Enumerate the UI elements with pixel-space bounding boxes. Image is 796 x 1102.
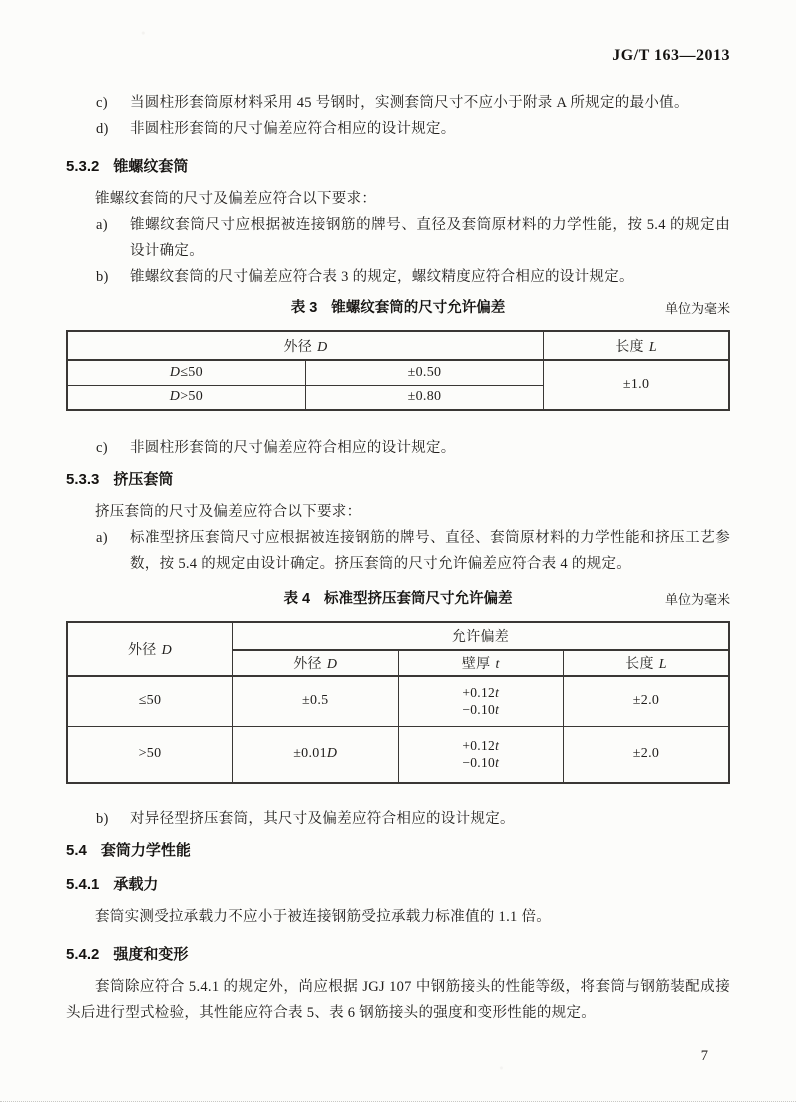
section-5-3-3-intro: 挤压套筒的尺寸及偏差应符合以下要求： [95,504,362,520]
section-number: 5.3.2 [66,158,100,175]
list-marker: c) [96,95,108,111]
list-item-text: 锥螺纹套筒的尺寸偏差应符合表 3 的规定，螺纹精度应符合相应的设计规定。 [130,269,634,285]
section-title: 锥螺纹套筒 [113,158,189,175]
table-4-header-outer-diameter: 外径 D [67,622,233,676]
list-item-text: 锥螺纹套筒尺寸应根据被连接钢筋的牌号、直径及套筒原材料的力学性能，按 5.4 的规定由设计确定。 [130,217,730,259]
cell-deviation: ±0.50 [305,360,543,385]
list-item-text: 非圆柱形套筒的尺寸偏差应符合相应的设计规定。 [130,121,456,137]
table-4-subheader-wall-thickness: 壁厚 t [398,650,564,676]
cell-length-deviation: ±2.0 [564,726,730,783]
table-3-label: 表 3 [290,300,318,316]
table-3-caption [66,298,730,318]
table-3 [66,330,730,411]
list-item-text: 对异径型挤压套筒，其尺寸及偏差应符合相应的设计规定。 [130,811,515,827]
variable-L: L [648,339,657,355]
variable-D: D [317,339,328,355]
cell-condition: D≤50 [67,360,305,385]
table-row [67,676,729,726]
table-3-header-length: 长度 L [544,331,729,360]
cell-wall-thickness-deviation: +0.12t −0.10t [398,726,564,783]
section-5-3-2-intro: 锥螺纹套筒的尺寸及偏差应符合以下要求： [95,191,377,207]
list-item-c [66,435,730,461]
cell-wall-thickness-deviation: +0.12t −0.10t [398,676,564,726]
table-4-caption [66,589,730,609]
cell-outer-diameter-deviation: ±0.01D [233,726,399,783]
table-4-header-allowable-deviation: 允许偏差 [233,622,730,650]
variable-D: D [326,657,338,672]
cell-outer-diameter-deviation: ±0.5 [233,676,399,726]
table-row [67,726,729,783]
list-item-text: 非圆柱形套筒的尺寸偏差应符合相应的设计规定。 [130,440,456,456]
list-item-b [66,264,730,290]
section-number: 5.3.3 [66,471,100,488]
section-title: 挤压套筒 [113,471,174,488]
variable-D: D [161,643,173,658]
table-3-title: 锥螺纹套筒的尺寸允许偏差 [331,300,506,316]
standard-number: JG/T 163—2013 [612,47,730,64]
list-item-b [66,806,730,832]
list-marker: c) [96,440,108,456]
cell-deviation: ±0.80 [305,385,543,410]
section-title: 承载力 [113,876,159,893]
list-item-a [66,525,730,577]
list-marker: a) [96,217,108,233]
page-number: 7 [700,1048,708,1064]
list-marker: d) [96,121,109,137]
table-4-title: 标准型挤压套筒尺寸允许偏差 [324,591,513,607]
table-4-label: 表 4 [283,591,311,607]
list-marker: a) [96,530,108,546]
list-item-text: 标准型挤压套筒尺寸应根据被连接钢筋的牌号、直径、套筒原材料的力学性能和挤压工艺参数，按 5.4 的规定由设计确定。挤压套筒的尺寸允许偏差应符合表 4 的规定。 [130,530,730,572]
list-marker: b) [96,811,109,827]
list-item-c-top [66,90,730,116]
section-title: 套筒力学性能 [100,842,191,859]
cell-condition: >50 [67,726,233,783]
section-heading-5-4-1 [66,874,730,896]
cell-length-deviation: ±1.0 [544,360,729,410]
section-5-4-2-text: 套筒除应符合 5.4.1 的规定外，尚应根据 JGJ 107 中钢筋接头的性能等级，将套筒与钢筋装配成接头后进行型式检验，其性能应符合表 5、表 6 钢筋接头的强度和变形性能的规定。 [66,979,730,1021]
cell-length-deviation: ±2.0 [564,676,730,726]
section-heading-5-4 [66,840,730,862]
table-4-subheader-outer-diameter: 外径 D [233,650,399,676]
list-marker: b) [96,269,109,285]
table-3-unit-note: 单位为毫米 [664,301,730,316]
cell-condition: D>50 [67,385,305,410]
list-item-a [66,212,730,264]
variable-L: L [658,657,667,672]
table-4-subheader-length: 长度 L [564,650,730,676]
section-title: 强度和变形 [113,946,189,963]
section-heading-5-3-3 [66,469,730,491]
list-item-d-top [66,116,730,142]
section-heading-5-3-2 [66,156,730,178]
table-3-header-outer-diameter: 外径 D [67,331,544,360]
section-number: 5.4.1 [66,876,100,893]
section-number: 5.4.2 [66,946,100,963]
variable-t: t [495,657,500,672]
section-5-4-1-text: 套筒实测受拉承载力不应小于被连接钢筋受拉承载力标准值的 1.1 倍。 [95,909,552,925]
table-row [67,360,729,385]
list-item-text: 当圆柱形套筒原材料采用 45 号钢时，实测套筒尺寸不应小于附录 A 所规定的最小值。 [130,95,689,111]
table-4-unit-note: 单位为毫米 [664,592,730,607]
table-4 [66,621,730,784]
section-heading-5-4-2 [66,944,730,966]
section-number: 5.4 [66,842,87,859]
cell-condition: ≤50 [67,676,233,726]
